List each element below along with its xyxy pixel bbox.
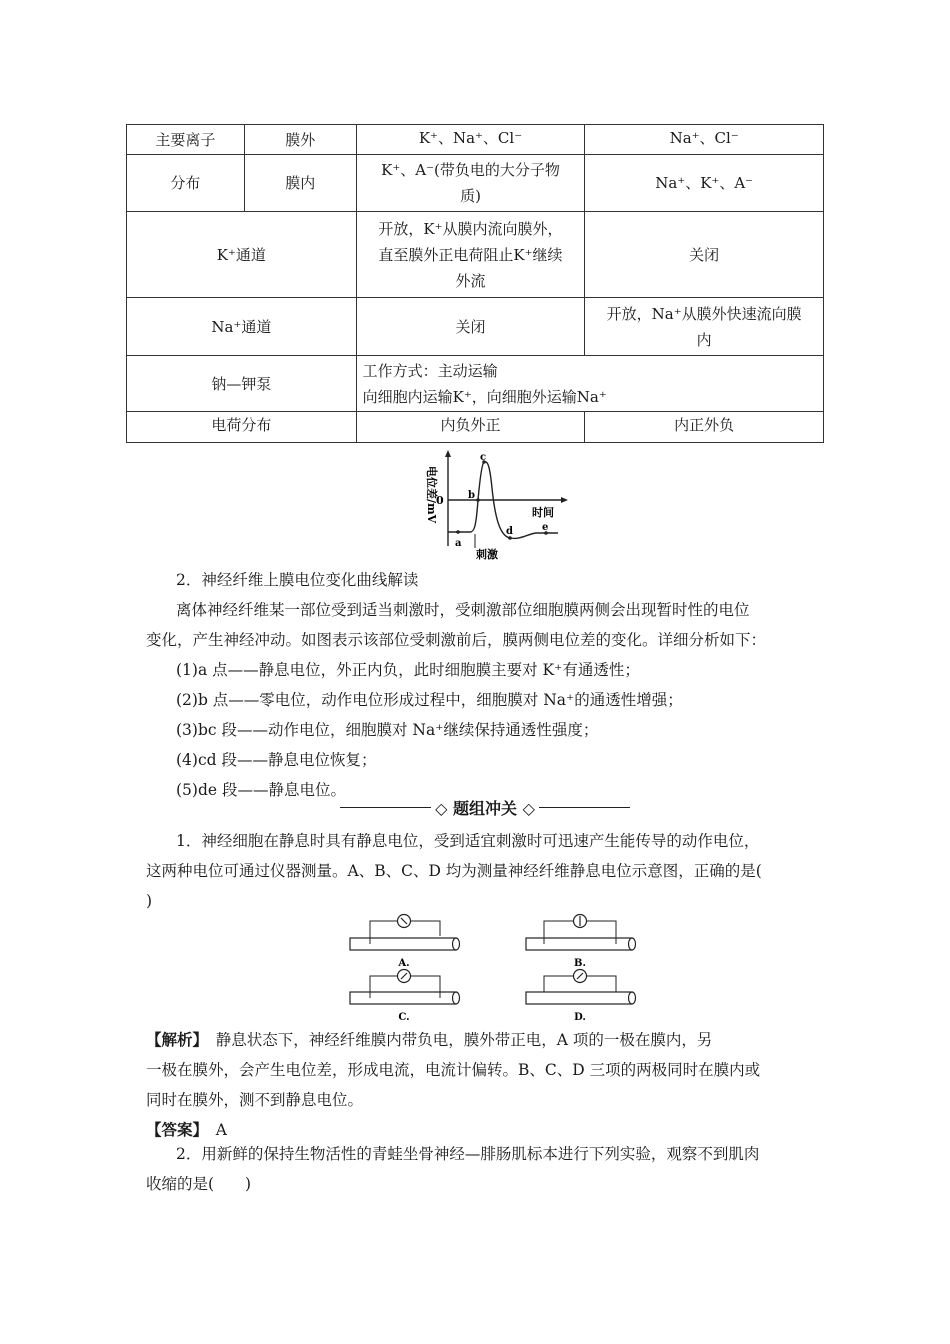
table-cell: Na⁺通道 <box>127 298 357 356</box>
cell-line: 工作方式：主动运输 <box>362 361 498 380</box>
paragraph-line: 离体神经纤维某一部位受到适当刺激时，受刺激部位细胞膜两侧会出现暂时性的电位 <box>176 601 750 619</box>
table-cell: 内正外负 <box>585 412 824 443</box>
question-line: 收缩的是( ) <box>146 1175 252 1193</box>
table-cell: 主要离子 <box>127 125 245 155</box>
nerve-fiber-end <box>629 992 636 1004</box>
table-cell <box>356 356 823 412</box>
cell-line: 外流 <box>455 271 486 290</box>
question-2 <box>146 1139 826 1199</box>
diagram-label: B. <box>574 958 586 969</box>
ion-comparison-table <box>126 124 824 443</box>
point-label: c <box>480 452 487 463</box>
analysis-line: 同时在膜外，测不到静息电位。 <box>146 1091 364 1109</box>
question-1 <box>146 826 826 916</box>
cell-line: 内 <box>696 330 712 349</box>
list-item: (4)cd 段——静息电位恢复； <box>176 751 377 769</box>
table-cell <box>356 212 585 298</box>
y-axis-label: 电位差/mV <box>425 466 438 524</box>
diagram-a <box>350 915 460 970</box>
question-line: ) <box>146 892 153 910</box>
x-axis-arrow <box>561 497 568 503</box>
nerve-fiber <box>526 992 632 1004</box>
table-row <box>127 212 824 298</box>
y-axis-arrow <box>445 450 451 457</box>
table-cell <box>585 298 824 356</box>
table-row <box>127 412 824 443</box>
table-cell: 膜外 <box>244 125 356 155</box>
diagram-label: A. <box>398 958 410 969</box>
point-label: a <box>455 538 462 549</box>
point-label: d <box>506 526 513 537</box>
nerve-fiber-end <box>453 938 460 950</box>
analysis-line: 一极在膜外，会产生电位差，形成电流，电流计偏转。B、C、D 三项的两极同时在膜内或 <box>146 1061 761 1079</box>
table-cell: Na⁺、K⁺、A⁻ <box>585 155 824 212</box>
diagram-d <box>526 970 636 1024</box>
electrode-wire <box>544 976 573 992</box>
analysis-text: 静息状态下，神经纤维膜内带负电，膜外带正电，A 项的一极在膜内，另 <box>200 1031 713 1049</box>
electrodes-svg <box>344 910 644 1025</box>
question-line: 2．用新鲜的保持生物活性的青蛙坐骨神经—腓肠肌标本进行下列实验，观察不到肌肉 <box>176 1145 760 1163</box>
cell-line: 直至膜外正电荷阻止K⁺继续 <box>378 245 563 264</box>
table-row <box>127 298 824 356</box>
list-item: (2)b 点——零电位，动作电位形成过程中，细胞膜对 Na⁺的通透性增强； <box>176 691 683 709</box>
table-cell: 钠—钾泵 <box>127 356 357 412</box>
divider-line <box>340 807 431 808</box>
cell-line: 开放，K⁺从膜内流向膜外， <box>378 219 563 238</box>
stimulus-label: 刺激 <box>476 548 498 561</box>
membrane-potential-graph <box>418 448 578 564</box>
diagram-label: D. <box>574 1012 586 1023</box>
point-b <box>476 498 480 502</box>
table-row <box>127 356 824 412</box>
table-row <box>127 155 824 212</box>
table-cell: K⁺通道 <box>127 212 357 298</box>
question-1-analysis <box>146 1025 826 1145</box>
nerve-fiber-end <box>453 992 460 1004</box>
list-item: (3)bc 段——动作电位，细胞膜对 Na⁺继续保持通透性强度； <box>176 721 599 739</box>
point-label: b <box>468 490 475 501</box>
diagram-c <box>350 970 460 1024</box>
diagram-b <box>526 915 636 970</box>
answer-text: A <box>200 1121 227 1139</box>
table-cell: 内负外正 <box>356 412 585 443</box>
table-cell: 关闭 <box>585 212 824 298</box>
electrode-diagrams <box>344 910 644 1025</box>
analysis-line <box>146 1025 826 1055</box>
point-label: e <box>542 522 549 533</box>
question-line: 1．神经细胞在静息时具有静息电位，受到适宜刺激时可迅速产生能传导的动作电位， <box>176 832 760 850</box>
table-cell <box>356 155 585 212</box>
table-cell: 关闭 <box>356 298 585 356</box>
zero-label: 0 <box>436 494 444 507</box>
table-cell: 膜内 <box>244 155 356 212</box>
paragraph-line: 变化，产生神经冲动。如图表示该部位受刺激前后，膜两侧电位差的变化。详细分析如下： <box>146 631 767 649</box>
list-item: (1)a 点——静息电位，外正内负，此时细胞膜主要对 K⁺有通透性； <box>176 661 640 679</box>
section-divider <box>340 796 630 818</box>
cell-line: K⁺、A⁻(带负电的大分子物 <box>381 161 560 179</box>
table-cell: Na⁺、Cl⁻ <box>585 125 824 155</box>
section-heading: 2．神经纤维上膜电位变化曲线解读 <box>176 571 419 589</box>
electrode-wire <box>587 976 616 992</box>
answer-tag: 【答案】 <box>146 1120 201 1139</box>
nerve-fiber <box>350 938 456 950</box>
table-cell: 电荷分布 <box>127 412 357 443</box>
nerve-fiber-end <box>629 938 636 950</box>
cell-line: 向细胞内运输K⁺，向细胞外运输Na⁺ <box>362 387 607 406</box>
point-a <box>456 530 460 534</box>
divider-title: ◇ 题组冲关 ◇ <box>435 798 535 818</box>
table-cell: 分布 <box>127 155 245 212</box>
list-item: (5)de 段——静息电位。 <box>176 781 346 799</box>
electrode-wire <box>411 921 440 936</box>
x-axis-label: 时间 <box>532 506 554 519</box>
cell-line: 质) <box>460 187 481 205</box>
question-line: 这两种电位可通过仪器测量。A、B、C、D 均为测量神经纤维静息电位示意图，正确的是( <box>146 862 762 880</box>
diagram-label: C. <box>398 1012 410 1023</box>
divider-line <box>539 807 630 808</box>
graph-svg <box>418 448 578 564</box>
section-2 <box>146 565 826 805</box>
cell-line: 开放，Na⁺从膜外快速流向膜 <box>606 304 802 323</box>
analysis-tag: 【解析】 <box>146 1030 201 1049</box>
table-cell: K⁺、Na⁺、Cl⁻ <box>356 125 585 155</box>
table-row <box>127 125 824 155</box>
